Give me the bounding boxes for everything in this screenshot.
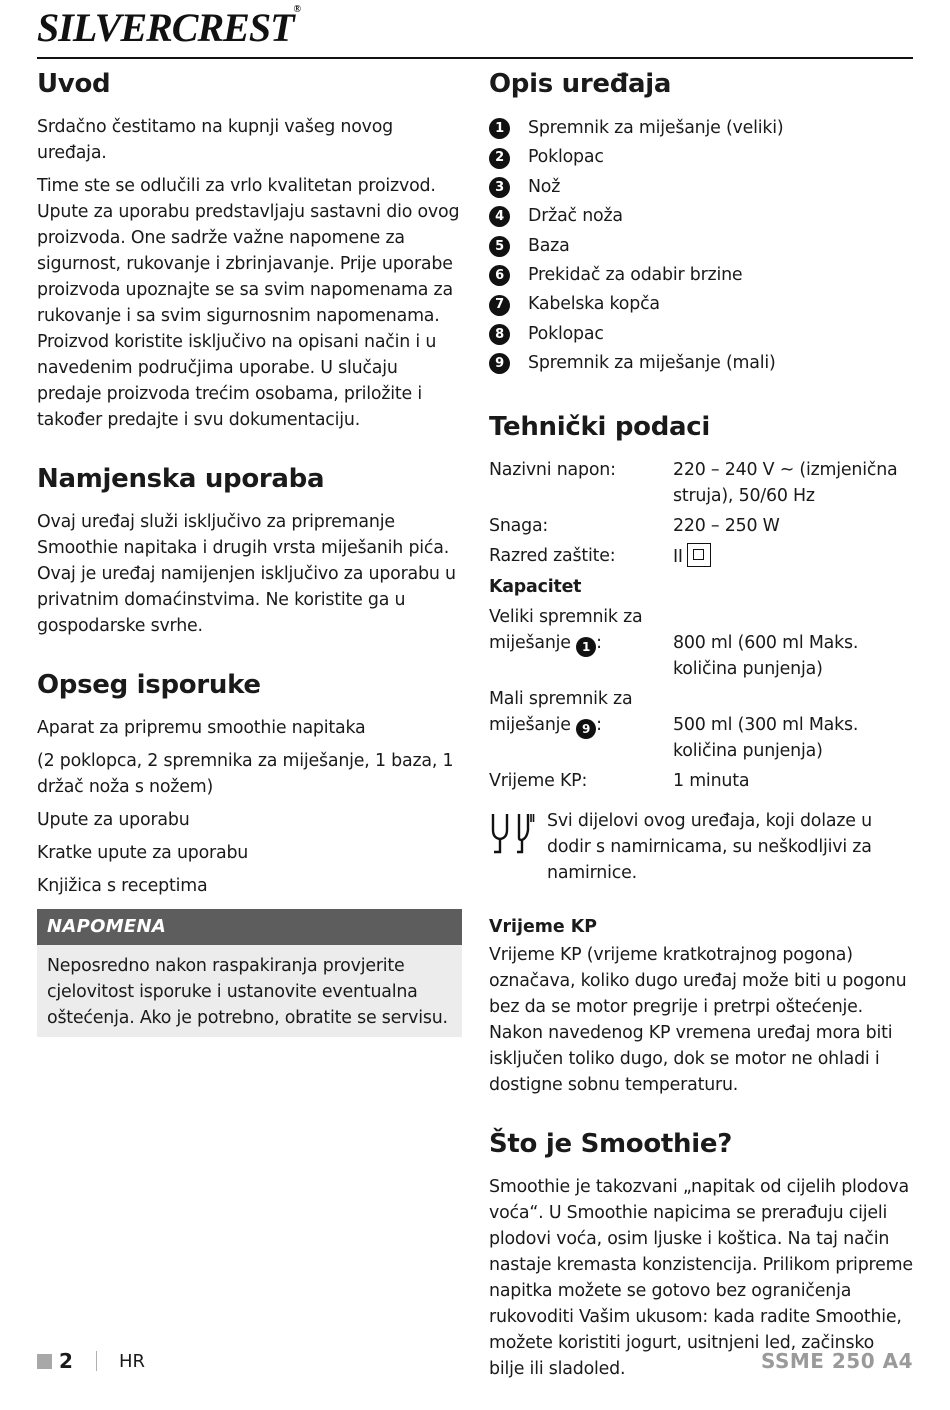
number-badge: 9	[489, 353, 510, 374]
small-jar-value: 500 ml (300 ml Maks. količina punjenja)	[673, 714, 859, 761]
spec-row-large-jar	[489, 604, 914, 682]
parts-list	[489, 114, 914, 379]
spec-value	[673, 604, 914, 682]
part-label: Poklopac	[528, 323, 604, 344]
spec-value: 1 minuta	[673, 770, 750, 791]
spec-label: Razred zaštite:	[489, 545, 616, 566]
brand-name: SILVERCREST	[37, 5, 294, 50]
label-line: miješanje	[489, 714, 571, 735]
list-item	[489, 143, 914, 172]
part-label: Kabelska kopča	[528, 294, 660, 315]
spec-label: Vrijeme KP:	[489, 770, 588, 791]
spec-row-power	[489, 513, 914, 539]
right-column	[489, 66, 914, 1410]
namjenska-paragraph: Ovaj uređaj služi isključivo za pripremanje Smoothie napitaka i drugih vrsta miješanih pića. Ovaj je uređaj namijenjen isključivo za uporabu u privatnim domaćinstvima. Ne koristite ga u gospodarske svrhe.	[37, 512, 456, 636]
heading-uvod: Uvod	[37, 69, 111, 99]
label-line: Mali spremnik za	[489, 688, 633, 709]
part-label: Spremnik za miješanje (mali)	[528, 353, 776, 374]
spec-label	[489, 604, 673, 682]
number-badge: 1	[576, 637, 596, 657]
smoothie-paragraph: Smoothie je takozvani „napitak od cijelih plodova voća“. U Smoothie napicima se prerađuju cijeli plodovi voća, osim ljuske i koštica. Na taj način nastaje kremasta konzistencija. Prilikom pripreme napitka možete se gotovo bez ograničenja rukovoditi Vašim ukusom: kada radite Smoothie, možete koristiti jogurt, usitnjeni led, začinsko bilje ili sladoled.	[489, 1176, 913, 1379]
spec-label: Nazivni napon:	[489, 459, 616, 480]
heading-smoothie: Što je Smoothie?	[489, 1128, 732, 1159]
section-opseg	[37, 667, 462, 899]
footer-divider	[96, 1351, 97, 1371]
footer-square-icon	[37, 1354, 52, 1369]
list-item	[489, 173, 914, 202]
protection-class-text: II	[673, 546, 683, 567]
spec-label: Snaga:	[489, 515, 549, 536]
list-item	[489, 261, 914, 290]
food-safe-text: Svi dijelovi ovog uređaja, koji dolaze u dodir s namirnicama, su neškodljivi za namirnice.	[547, 810, 872, 883]
list-item	[489, 290, 914, 319]
left-column	[37, 66, 462, 1037]
page-number: 2	[59, 1349, 73, 1373]
number-badge: 4	[489, 206, 510, 227]
section-uvod	[37, 66, 462, 433]
colon: :	[596, 714, 602, 735]
page-footer	[37, 1349, 913, 1379]
colon: :	[596, 632, 602, 653]
section-kp	[489, 914, 914, 1098]
kp-paragraph: Vrijeme KP (vrijeme kratkotrajnog pogona) označava, koliko dugo uređaj može biti u pogonu bez da se motor pregrije i pretrpi oštećenje. Nakon navedenog KP vremena uređaj mora biti isključen toliko dugo, dok se motor ne ohladi i dostigne sobnu temperaturu.	[489, 944, 907, 1095]
opseg-item: (2 poklopca, 2 spremnika za miješanje, 1 baza, 1 držač noža s nožem)	[37, 751, 454, 797]
list-item	[489, 202, 914, 231]
list-item	[489, 232, 914, 261]
number-badge: 3	[489, 177, 510, 198]
note-body: Neposredno nakon raspakiranja provjerite cjelovitost isporuke i ustanovite eventualna oštećenja. Ako je potrebno, obratite se servisu.	[37, 945, 462, 1037]
spec-label	[489, 686, 673, 764]
language-code: HR	[119, 1351, 146, 1372]
number-badge: 5	[489, 236, 510, 257]
number-badge: 1	[489, 118, 510, 139]
protection-class-ii-icon	[687, 543, 711, 567]
opseg-item: Upute za uporabu	[37, 810, 190, 830]
spec-table	[489, 457, 914, 794]
heading-namjenska: Namjenska uporaba	[37, 464, 325, 494]
capacity-heading: Kapacitet	[489, 576, 582, 597]
list-item	[489, 349, 914, 378]
spec-row-voltage	[489, 457, 914, 509]
part-label: Nož	[528, 176, 561, 197]
spec-value	[673, 686, 914, 764]
spec-row-kp	[489, 768, 914, 794]
section-namjenska	[37, 461, 462, 639]
spec-row-small-jar	[489, 686, 914, 764]
part-label: Prekidač za odabir brzine	[528, 265, 743, 286]
opseg-item: Kratke upute za uporabu	[37, 843, 249, 863]
part-label: Baza	[528, 235, 570, 256]
number-badge: 6	[489, 265, 510, 286]
list-item	[489, 114, 914, 143]
opseg-item: Aparat za pripremu smoothie napitaka	[37, 718, 366, 738]
uvod-paragraph-2: Time ste se odlučili za vrlo kvalitetan proizvod. Upute za uporabu predstavljaju sastavni dio ovog proizvoda. One sadrže važne napomene za sigurnost, rukovanje i zbrinjavanje. Prije uporabe proizvoda upoznajte se sa svim napomenama za rukovanje i sa svim sigurnosnim napomenama. Proizvod koristite isključivo na opisani način i u navedenim područjima uporabe. U slučaju predaje proizvoda trećim osobama, priložite i također predajte i svu dokumentaciju.	[37, 176, 460, 430]
header-rule	[37, 57, 913, 59]
heading-tech: Tehnički podaci	[489, 411, 710, 442]
uvod-paragraph-1: Srdačno čestitamo na kupnji vašeg novog uređaja.	[37, 117, 394, 163]
model-number: SSME 250 A4	[760, 1349, 913, 1373]
spec-row-protection	[489, 543, 914, 570]
spec-value: 220 – 240 V ~ (izmjenična struja), 50/60 Hz	[673, 459, 898, 506]
brand-logo	[37, 4, 300, 51]
spec-value	[673, 543, 914, 570]
food-safe-notice	[489, 808, 914, 886]
label-line: Veliki spremnik za	[489, 606, 643, 627]
label-line: miješanje	[489, 632, 571, 653]
note-heading: NAPOMENA	[37, 909, 462, 945]
list-item	[489, 320, 914, 349]
food-safe-icon	[489, 808, 535, 858]
number-badge: 8	[489, 324, 510, 345]
section-smoothie	[489, 1126, 914, 1382]
number-badge: 2	[489, 148, 510, 169]
note-box	[37, 909, 462, 1037]
number-badge: 7	[489, 295, 510, 316]
large-jar-value: 800 ml (600 ml Maks. količina punjenja)	[673, 632, 859, 679]
part-label: Držač noža	[528, 206, 623, 227]
number-badge: 9	[576, 719, 596, 739]
spec-value: 220 – 250 W	[673, 515, 780, 536]
part-label: Poklopac	[528, 147, 604, 168]
heading-kp: Vrijeme KP	[489, 916, 597, 937]
registered-mark: ®	[293, 4, 301, 15]
opseg-item: Knjižica s receptima	[37, 876, 208, 896]
heading-opseg: Opseg isporuke	[37, 670, 261, 700]
part-label: Spremnik za miješanje (veliki)	[528, 118, 784, 138]
heading-opis: Opis uređaja	[489, 69, 672, 99]
